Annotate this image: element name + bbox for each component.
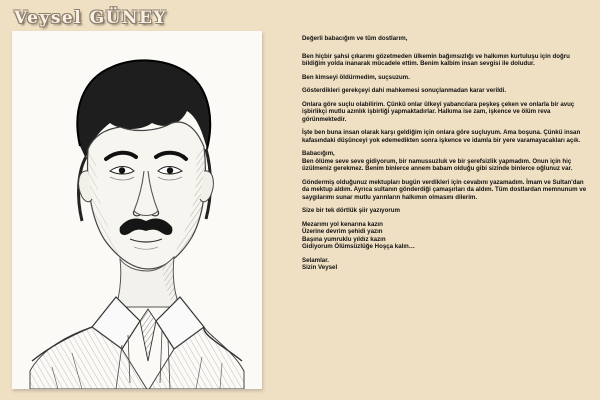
letter-paragraph: Ben hiçbir şahsi çıkarımı gözetmeden ülkemin bağımsızlığı ve halkımın kurtuluşu için doğru bildiğim yolda inanarak mücadele ettim. Benim kalbim insan sevgisi ile doludur. (302, 52, 570, 67)
closing-greeting: Selamlar. (302, 256, 329, 264)
letter-salutation: Değerli babacığım ve tüm dostlarım, (302, 35, 408, 42)
letter-paragraph: Göndermiş olduğunuz mektupları bugün verdikleri için cevabını yazamadım. İmam ve Sultan'dan da mektup aldım. Ayrıca sultanın gönderdiği çamaşırları da aldım. Tüm dostlardan memnunum ve saygılarımı sunar mutlu yarınların halkımın olmasını dilerim. (302, 178, 587, 201)
letter-line: Babacığım, (302, 150, 335, 157)
letter-paragraph: Onlara göre suçlu olabilirim. Çünkü onlar ülkeyi yabancılara peşkeş çeken ve onlarla bir avuç işbirlikçi mutlu azınlık işbirliği yapmaktadırlar. Halkıma ise zam, işkence ve ölüm reva görünmektedir. (302, 100, 575, 123)
poem-line: Başına yumruklu yıldız kazın (302, 235, 386, 243)
signature: Sizin Veysel (302, 264, 338, 271)
poem-line: Mezarımı yol kenarına kazın (302, 220, 383, 228)
portrait-drawing (12, 31, 262, 389)
letter-paragraph: Ben kimseyi öldürmedim, suçsuzum. (302, 73, 410, 81)
letter-paragraph: Gösterdikleri gerekçeyi dahi mahkemesi sonuçlanmadan karar verildi. (302, 87, 507, 94)
letter-paragraph: Size bir tek dörtlük şiir yazıyorum (302, 207, 400, 214)
letter-line: Ben ölüme seve seve gidiyorum, bir namussuzluk ve bir şerefsizlik yapmadım. Onun için hiç üzülmeniz gerekmez. Benim binlerce annem babam olduğu gibi sizinde binlerce oğlunuz var. (302, 157, 573, 172)
poem (291, 221, 591, 251)
poem-line: Gidiyorum Ölümsüzlüğe Hoşça kalın… (302, 243, 415, 250)
letter-paragraph: İşte ben buna insan olarak karşı geldiğim için onlara göre suçluyum. Ama boşuna. Çünkü insan kafasındaki düşünceyi yok edemedikten sonra işkence ve idamla bir yere varamayacakları açık. (302, 129, 581, 144)
letter-text (291, 35, 591, 278)
letter-closing (291, 257, 591, 272)
body (30, 327, 244, 389)
poem-line: Üzerine devrim şehidi yazın (302, 228, 383, 235)
face (88, 122, 206, 269)
portrait-sketch (12, 31, 262, 389)
letter-paragraph (291, 150, 591, 173)
page-title: Veysel GÜNEY (14, 8, 168, 28)
